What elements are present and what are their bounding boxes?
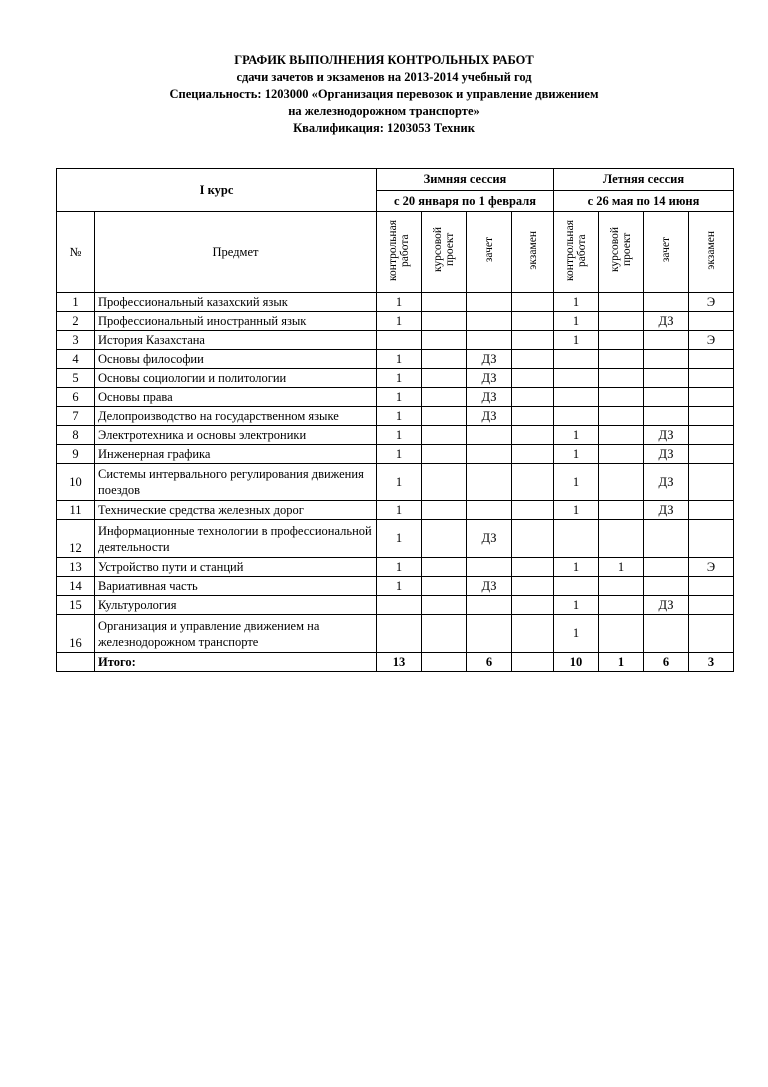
summer-cell — [599, 293, 644, 312]
summer-cell: ДЗ — [644, 464, 689, 501]
winter-cell — [422, 312, 467, 331]
subject-name: Профессиональный иностранный язык — [95, 312, 377, 331]
summer-cell — [689, 388, 734, 407]
summer-cell: 1 — [554, 426, 599, 445]
winter-cell — [422, 577, 467, 596]
winter-cell: 1 — [377, 293, 422, 312]
table-row — [57, 501, 734, 520]
title-line-5: Квалификация: 1203053 Техник — [293, 121, 475, 135]
summer-cell — [644, 615, 689, 653]
winter-cell — [377, 615, 422, 653]
summer-cell — [599, 464, 644, 501]
summer-cell — [644, 388, 689, 407]
summer-cell — [689, 615, 734, 653]
winter-cell — [467, 501, 512, 520]
row-number: 16 — [57, 615, 95, 653]
summer-cell — [599, 596, 644, 615]
winter-cell — [512, 558, 554, 577]
document-heading — [0, 52, 768, 137]
summer-cell — [689, 369, 734, 388]
summer-cell: Э — [689, 558, 734, 577]
row-number: 4 — [57, 350, 95, 369]
winter-cell — [422, 464, 467, 501]
summer-total: 1 — [599, 653, 644, 672]
winter-credit-header: зачет — [467, 212, 512, 293]
row-number: 14 — [57, 577, 95, 596]
summer-cell — [599, 331, 644, 350]
subject-name: Инженерная графика — [95, 445, 377, 464]
winter-cell — [422, 407, 467, 426]
subject-name: Организация и управление движением на железнодорожном транспорте — [95, 615, 377, 653]
subject-name: История Казахстана — [95, 331, 377, 350]
summer-cell — [599, 312, 644, 331]
total-label: Итого: — [95, 653, 377, 672]
winter-cell: ДЗ — [467, 577, 512, 596]
summer-cell — [689, 407, 734, 426]
schedule-table — [56, 168, 734, 672]
summer-cell: Э — [689, 331, 734, 350]
summer-cell: ДЗ — [644, 445, 689, 464]
summer-cell: 1 — [554, 293, 599, 312]
subject-name: Профессиональный казахский язык — [95, 293, 377, 312]
winter-cell — [512, 577, 554, 596]
winter-cell — [512, 501, 554, 520]
row-number: 2 — [57, 312, 95, 331]
summer-cell — [689, 520, 734, 558]
subject-name: Вариативная часть — [95, 577, 377, 596]
winter-cell — [512, 331, 554, 350]
row-number: 9 — [57, 445, 95, 464]
table-row — [57, 426, 734, 445]
subject-name: Культурология — [95, 596, 377, 615]
table-row — [57, 407, 734, 426]
summer-cell — [599, 407, 644, 426]
summer-cell: 1 — [554, 331, 599, 350]
winter-cell — [422, 445, 467, 464]
summer-cell — [644, 407, 689, 426]
row-number: 10 — [57, 464, 95, 501]
winter-cell: ДЗ — [467, 369, 512, 388]
winter-cell — [422, 369, 467, 388]
summer-cell — [599, 577, 644, 596]
winter-cell — [467, 331, 512, 350]
row-number: 11 — [57, 501, 95, 520]
row-number: 5 — [57, 369, 95, 388]
session-header-row — [57, 169, 734, 191]
row-number: 13 — [57, 558, 95, 577]
subject-column-header: Предмет — [95, 212, 377, 293]
summer-cell — [599, 350, 644, 369]
summer-cell — [689, 426, 734, 445]
title-line-3: Специальность: 1203000 «Организация перевозок и управление движением — [169, 87, 599, 101]
table-row — [57, 369, 734, 388]
table-row — [57, 445, 734, 464]
summer-cell — [599, 615, 644, 653]
winter-cell — [377, 596, 422, 615]
summer-control-header: контрольная работа — [554, 212, 599, 293]
row-number: 8 — [57, 426, 95, 445]
summer-cell: ДЗ — [644, 426, 689, 445]
summer-cell: 1 — [599, 558, 644, 577]
winter-cell — [512, 615, 554, 653]
table-row — [57, 350, 734, 369]
winter-cell — [512, 426, 554, 445]
num-column-header: № — [57, 212, 95, 293]
summer-cell: 1 — [554, 615, 599, 653]
summer-session-title: Летняя сессия — [554, 169, 734, 191]
winter-cell: 1 — [377, 426, 422, 445]
winter-cell: 1 — [377, 407, 422, 426]
summer-cell: ДЗ — [644, 312, 689, 331]
winter-cell: ДЗ — [467, 520, 512, 558]
winter-cell: 1 — [377, 445, 422, 464]
winter-cell — [467, 312, 512, 331]
summer-cell — [689, 464, 734, 501]
winter-cell — [512, 464, 554, 501]
table-row — [57, 464, 734, 501]
winter-cell — [422, 501, 467, 520]
summer-cell — [599, 369, 644, 388]
winter-exam-header: экзамен — [512, 212, 554, 293]
summer-total: 6 — [644, 653, 689, 672]
summer-session-dates: с 26 мая по 14 июня — [554, 190, 734, 212]
summer-cell — [554, 350, 599, 369]
winter-cell: ДЗ — [467, 350, 512, 369]
summer-cell — [554, 577, 599, 596]
summer-cell: 1 — [554, 312, 599, 331]
summer-cell: Э — [689, 293, 734, 312]
total-row — [57, 653, 734, 672]
table-row — [57, 558, 734, 577]
title-line-1: ГРАФИК ВЫПОЛНЕНИЯ КОНТРОЛЬНЫХ РАБОТ — [234, 53, 534, 67]
summer-cell — [644, 331, 689, 350]
title-line-4: на железнодорожном транспорте» — [288, 104, 480, 118]
winter-cell: 1 — [377, 388, 422, 407]
winter-cell — [467, 596, 512, 615]
winter-cell — [512, 350, 554, 369]
winter-cell: 1 — [377, 501, 422, 520]
table-row — [57, 577, 734, 596]
winter-cell — [422, 331, 467, 350]
winter-cell — [467, 445, 512, 464]
winter-control-header: контрольная работа — [377, 212, 422, 293]
row-number: 12 — [57, 520, 95, 558]
table-row — [57, 596, 734, 615]
summer-cell: 1 — [554, 501, 599, 520]
summer-cell — [689, 596, 734, 615]
summer-cell — [689, 577, 734, 596]
table-row — [57, 331, 734, 350]
summer-cell: 1 — [554, 464, 599, 501]
winter-cell: 1 — [377, 577, 422, 596]
summer-cell — [689, 350, 734, 369]
table-row — [57, 615, 734, 653]
winter-total: 6 — [467, 653, 512, 672]
summer-cell — [554, 407, 599, 426]
winter-cell — [422, 558, 467, 577]
winter-cell: 1 — [377, 520, 422, 558]
summer-total: 10 — [554, 653, 599, 672]
winter-cell: ДЗ — [467, 407, 512, 426]
winter-session-title: Зимняя сессия — [377, 169, 554, 191]
summer-cell — [599, 445, 644, 464]
summer-cell — [644, 350, 689, 369]
title-line-2: сдачи зачетов и экзаменов на 2013-2014 учебный год — [236, 70, 532, 84]
winter-cell — [422, 596, 467, 615]
row-number: 6 — [57, 388, 95, 407]
winter-cell — [512, 407, 554, 426]
winter-cell — [422, 615, 467, 653]
winter-cell: 1 — [377, 369, 422, 388]
winter-cell: 1 — [377, 558, 422, 577]
summer-cell — [554, 369, 599, 388]
summer-cell: 1 — [554, 445, 599, 464]
table-row — [57, 293, 734, 312]
winter-cell: ДЗ — [467, 388, 512, 407]
subject-name: Делопроизводство на государственном языке — [95, 407, 377, 426]
winter-cell — [467, 615, 512, 653]
subject-name: Основы философии — [95, 350, 377, 369]
summer-credit-header: зачет — [644, 212, 689, 293]
summer-cell — [644, 520, 689, 558]
table-row — [57, 312, 734, 331]
winter-course-header: курсовой проект — [422, 212, 467, 293]
row-number: 15 — [57, 596, 95, 615]
subject-name: Информационные технологии в профессиональной деятельности — [95, 520, 377, 558]
winter-cell: 1 — [377, 350, 422, 369]
summer-cell — [689, 312, 734, 331]
column-header-row — [57, 212, 734, 293]
winter-total: 13 — [377, 653, 422, 672]
table-row — [57, 388, 734, 407]
summer-cell — [554, 520, 599, 558]
winter-cell — [512, 596, 554, 615]
total-number-cell — [57, 653, 95, 672]
row-number: 3 — [57, 331, 95, 350]
summer-cell — [644, 293, 689, 312]
summer-cell — [599, 426, 644, 445]
summer-course-header: курсовой проект — [599, 212, 644, 293]
summer-cell — [689, 501, 734, 520]
subject-name: Технические средства железных дорог — [95, 501, 377, 520]
summer-cell — [599, 501, 644, 520]
summer-cell — [689, 445, 734, 464]
summer-cell: 1 — [554, 596, 599, 615]
winter-cell — [467, 558, 512, 577]
winter-cell: 1 — [377, 312, 422, 331]
winter-cell — [422, 520, 467, 558]
row-number: 7 — [57, 407, 95, 426]
winter-cell — [377, 331, 422, 350]
summer-cell — [644, 369, 689, 388]
summer-exam-header: экзамен — [689, 212, 734, 293]
subject-name: Системы интервального регулирования движения поездов — [95, 464, 377, 501]
summer-cell: 1 — [554, 558, 599, 577]
summer-cell: ДЗ — [644, 596, 689, 615]
winter-cell — [467, 293, 512, 312]
winter-cell — [512, 312, 554, 331]
summer-total: 3 — [689, 653, 734, 672]
subject-name: Основы права — [95, 388, 377, 407]
subject-name: Электротехника и основы электроники — [95, 426, 377, 445]
winter-total — [422, 653, 467, 672]
subject-name: Основы социологии и политологии — [95, 369, 377, 388]
winter-cell — [512, 445, 554, 464]
winter-cell — [422, 388, 467, 407]
summer-cell — [644, 577, 689, 596]
winter-cell: 1 — [377, 464, 422, 501]
summer-cell — [554, 388, 599, 407]
winter-cell — [467, 464, 512, 501]
row-number: 1 — [57, 293, 95, 312]
winter-cell — [512, 293, 554, 312]
winter-cell — [422, 350, 467, 369]
winter-cell — [467, 426, 512, 445]
course-header: I курс — [57, 169, 377, 212]
winter-cell — [422, 426, 467, 445]
winter-cell — [512, 520, 554, 558]
summer-cell — [599, 388, 644, 407]
subject-name: Устройство пути и станций — [95, 558, 377, 577]
summer-cell — [644, 558, 689, 577]
summer-cell — [599, 520, 644, 558]
winter-session-dates: с 20 января по 1 февраля — [377, 190, 554, 212]
winter-cell — [422, 293, 467, 312]
winter-total — [512, 653, 554, 672]
winter-cell — [512, 369, 554, 388]
summer-cell: ДЗ — [644, 501, 689, 520]
table-row — [57, 520, 734, 558]
winter-cell — [512, 388, 554, 407]
